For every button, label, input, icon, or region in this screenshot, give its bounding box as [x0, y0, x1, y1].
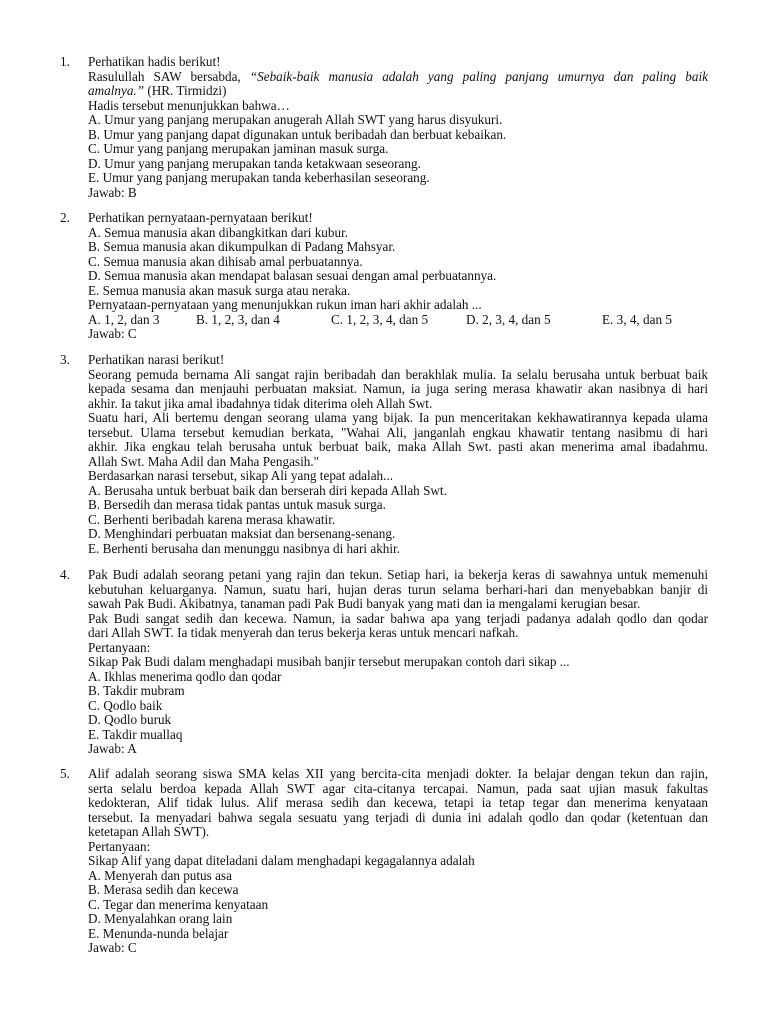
narrative-line: Suatu hari, Ali bertemu dengan seorang ulama yang bijak. Ia pun menceritakan kekhawatirannya kepada ulama — [88, 410, 708, 425]
narrative-line: Allah Swt. Maha Adil dan Maha Pengasih." — [88, 453, 320, 469]
statement-a: A. Semua manusia akan dibangkitkan dari kubur. — [88, 224, 349, 240]
option-e: E. Umur yang panjang merupakan tanda keberhasilan seseorang. — [88, 170, 430, 185]
narrative-line: serta selalu berdoa kepada Allah SWT agar cita-citanya tercapai. Namun, pada saat ujian masuk fakultas — [88, 780, 708, 796]
option-c: C. Berhenti beribadah karena merasa khawatir. — [88, 511, 336, 527]
narrative-line: tersebut. Ulama tersebut kemudian berkata, "Wahai Ali, janganlah engkau khawatir tentang nasibmu di hari — [88, 424, 708, 440]
question-2 — [60, 211, 708, 342]
statement-e: E. Semua manusia akan masuk surga atau neraka. — [88, 282, 351, 298]
option-d: D. Qodlo buruk — [88, 712, 172, 727]
question-number: 1. — [60, 54, 70, 69]
option-a: A. Menyerah dan putus asa — [88, 867, 232, 883]
hadith-quote-end: amalnya.” — [88, 83, 145, 98]
question-number: 3. — [60, 352, 70, 367]
choices-row — [88, 313, 708, 328]
question-prompt: Perhatikan pernyataan-pernyataan berikut! — [88, 210, 313, 225]
option-d: D. Umur yang panjang merupakan tanda ketakwaan seseorang. — [88, 155, 421, 171]
narrative-line: dari Allah SWT. Ia tidak menyerah dan terus bekerja keras untuk mencari nafkah. — [88, 625, 519, 640]
hadith-line-1 — [88, 70, 708, 85]
question-body — [88, 767, 708, 956]
question-body — [88, 211, 708, 342]
option-c: C. Tegar dan menerima kenyataan — [88, 896, 269, 912]
option-b: B. Umur yang panjang dapat digunakan untuk beribadah dan berbuat kebaikan. — [88, 126, 507, 142]
statement-b: B. Semua manusia akan dikumpulkan di Padang Mahsyar. — [88, 239, 396, 254]
choice-d: D. 2, 3, 4, dan 5 — [466, 311, 551, 327]
narrative-line: sawah Pak Budi. Akibatnya, tanaman padi Pak Budi banyak yang mati dan ia mengalami kerugian besar. — [88, 596, 641, 611]
question-prompt: Perhatikan hadis berikut! — [88, 54, 221, 69]
option-c: C. Qodlo baik — [88, 697, 163, 713]
hadith-quote: “Sebaik-baik manusia adalah yang paling panjang umurnya dan paling baik — [249, 68, 708, 84]
question-1 — [60, 55, 708, 200]
answer: Jawab: C — [88, 940, 137, 955]
option-a: A. Ikhlas menerima qodlo dan qodar — [88, 668, 282, 684]
question-body — [88, 353, 708, 556]
narrative-line: akhir. Jika engkau telah berusaha untuk berbuat baik, maka Allah Swt. pasti akan menerima amal ibadahmu. — [88, 439, 708, 454]
question-4 — [60, 568, 708, 757]
question-text: Berdasarkan narasi tersebut, sikap Ali yang tepat adalah... — [88, 468, 394, 483]
hadith-source: (HR. Tirmidzi) — [144, 83, 227, 98]
question-text: Sikap Pak Budi dalam menghadapi musibah banjir tersebut merupakan contoh dari sikap ... — [88, 654, 570, 669]
choice-c: C. 1, 2, 3, 4, dan 5 — [331, 311, 429, 327]
option-e: E. Takdir muallaq — [88, 726, 183, 742]
statement-d: D. Semua manusia akan mendapat balasan sesuai dengan amal perbuatannya. — [88, 268, 497, 283]
answer: Jawab: C — [88, 326, 137, 341]
choice-e: E. 3, 4, dan 5 — [602, 311, 672, 327]
hadith-line-2 — [88, 84, 708, 99]
question-body — [88, 55, 708, 200]
option-a: A. Berusaha untuk berbuat baik dan berserah diri kepada Allah Swt. — [88, 482, 447, 498]
answer: Jawab: A — [88, 741, 137, 756]
question-label: Pertanyaan: — [88, 838, 151, 854]
question-prompt: Perhatikan narasi berikut! — [88, 352, 225, 367]
question-body — [88, 568, 708, 757]
question-text: Pernyataan-pernyataan yang menunjukkan rukun iman hari akhir adalah ... — [88, 297, 482, 312]
question-text: Hadis tersebut menunjukkan bahwa… — [88, 97, 290, 113]
narrative-line: kepada sesama dan menjauhi perbuatan maksiat. Namun, ia juga sering merasa khawatir akan nasibnya di hari — [88, 381, 708, 396]
option-a: A. Umur yang panjang merupakan anugerah Allah SWT yang harus disyukuri. — [88, 112, 503, 127]
choice-b: B. 1, 2, 3, dan 4 — [196, 311, 280, 327]
narrative-line: tersebut. Ia menyadari bahwa segala sesuatu yang terjadi di dunia ini adalah qodlo dan qodar (ketentuan dan — [88, 809, 708, 825]
narrative-line: Seorang pemuda bernama Ali sangat rajin beribadah dan berakhlak mulia. Ia selalu berusaha untuk berbuat baik — [88, 366, 708, 382]
option-d: D. Menyalahkan orang lain — [88, 911, 233, 926]
narrative-line: akhir. Ia takut jika amal ibadahnya tidak diterima oleh Allah Swt. — [88, 395, 433, 411]
option-e: E. Berhenti berusaha dan menunggu nasibnya di hari akhir. — [88, 540, 401, 556]
option-b: B. Merasa sedih dan kecewa — [88, 882, 239, 897]
option-e: E. Menunda-nunda belajar — [88, 925, 229, 941]
question-number: 4. — [60, 567, 70, 582]
question-text: Sikap Alif yang dapat diteladani dalam menghadapi kegagalannya adalah — [88, 853, 475, 868]
statement-c: C. Semua manusia akan dihisab amal perbuatannya. — [88, 253, 363, 269]
narrative-line: kebutuhan keluarganya. Namun, suatu hari, hujan deras turun selama berhari-hari dan menyebabkan banjir di — [88, 581, 708, 597]
answer: Jawab: B — [88, 184, 137, 200]
option-d: D. Menghindari perbuatan maksiat dan bersenang-senang. — [88, 526, 396, 541]
choice-a: A. 1, 2, dan 3 — [88, 311, 160, 327]
question-number: 5. — [60, 766, 70, 781]
question-3 — [60, 353, 708, 556]
option-c: C. Umur yang panjang merupakan jaminan masuk surga. — [88, 141, 389, 156]
question-label: Pertanyaan: — [88, 639, 151, 655]
hadith-prefix: Rasulullah SAW bersabda, — [88, 68, 250, 84]
question-5 — [60, 767, 708, 956]
narrative-line: Pak Budi sangat sedih dan kecewa. Namun, ia sadar bahwa apa yang terjadi padanya adalah qodlo dan qodar — [88, 610, 708, 626]
narrative-line: kedokteran, Alif tidak lulus. Alif merasa sedih dan kecewa, tetapi ia tetap tegar dan menerima kenyataan — [88, 795, 708, 810]
narrative-line: Alif adalah seorang siswa SMA kelas XII yang bercita-cita menjadi dokter. Ia belajar dengan tekun dan rajin, — [88, 766, 708, 781]
option-b: B. Bersedih dan merasa tidak pantas untuk masuk surga. — [88, 497, 386, 512]
narrative-line: ketetapan Allah SWT). — [88, 824, 210, 839]
question-number: 2. — [60, 210, 70, 225]
narrative-line: Pak Budi adalah seorang petani yang rajin dan tekun. Setiap hari, ia bekerja keras di sawahnya untuk memenuhi — [88, 567, 708, 582]
option-b: B. Takdir mubram — [88, 683, 185, 698]
